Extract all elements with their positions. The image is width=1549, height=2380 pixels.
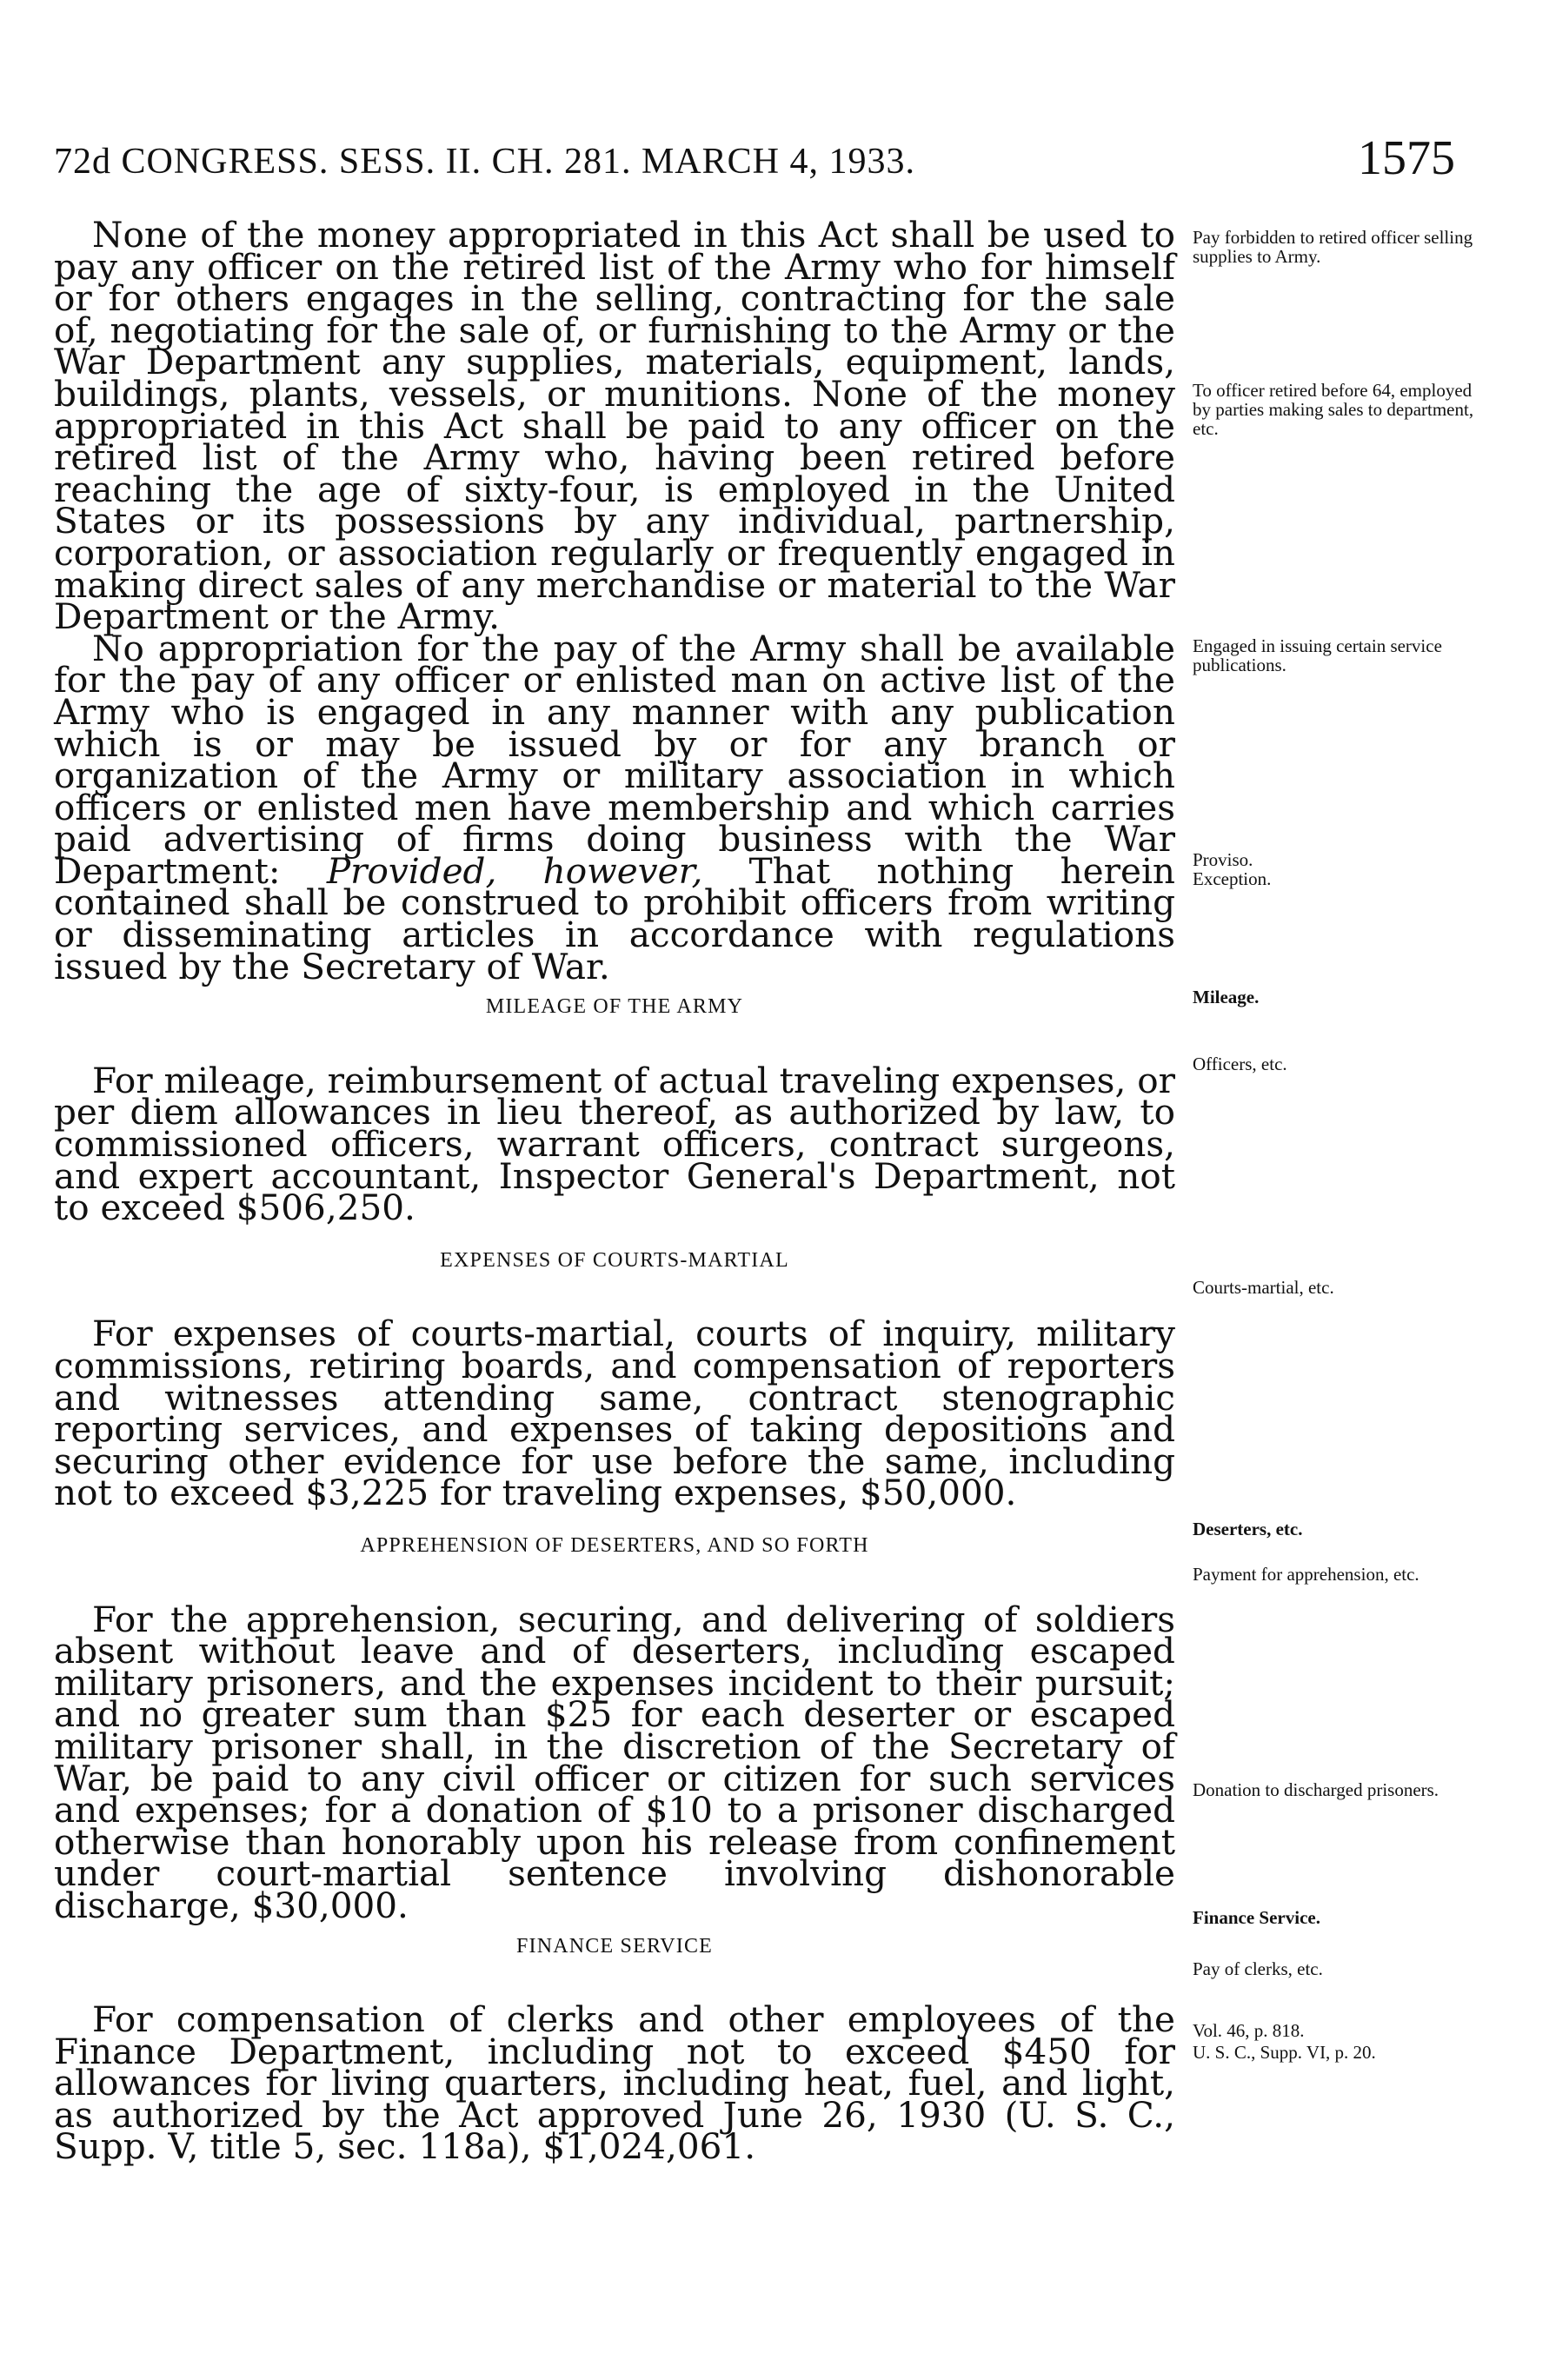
paragraph-finance: For compensation of clerks and other employees of the Finance Department, including not to exceed $450 for allowances for living quarters, including heat, fuel, and light, as authorized by the Act approved June 26, 1930 (U. S. C., Supp. V, title 5, sec. 118a), $1,024,061. <box>54 1998 1175 2168</box>
paragraph-publications-text: No appropriation for the pay of the Army shall be available for the pay of any officer or enlisted man on active list of the Army who is engaged in any manner with any publication which is or may be issued by or for any branch or organization of the Army or military association in which officers or enlisted men have membership and which carries paid advertising of firms doing business with the War Department: <box>54 627 1175 892</box>
margin-note-exception: Exception. <box>1193 868 1272 889</box>
margin-note-donation: Donation to discharged prisoners. <box>1193 1779 1439 1800</box>
paragraph-publications <box>54 627 1175 987</box>
margin-note-officers: Officers, etc. <box>1193 1054 1287 1074</box>
main-text-column <box>54 214 1175 2168</box>
proviso-italic: Provided, however, <box>326 849 703 892</box>
margin-note-apprehension: Payment for apprehension, etc. <box>1193 1564 1419 1585</box>
heading-finance: FINANCE SERVICE <box>515 1934 714 1958</box>
heading-courts-martial: EXPENSES OF COURTS-MARTIAL <box>440 1248 789 1272</box>
heading-mileage: MILEAGE OF THE ARMY <box>485 995 744 1019</box>
margin-note-proviso: Proviso. <box>1193 849 1253 870</box>
margin-note-retired-before-64: To officer retired before 64, employed by parties making sales to department, etc. <box>1193 380 1474 439</box>
paragraph-courts-martial: For expenses of courts-martial, courts of inquiry, military commissions, retiring boards, and compensation of reporters and witnesses attending same, contract stenographic reporting services, and expenses of taking depositions and securing other evidence for use before the same, including not to exceed $3,225 for traveling expenses, $50,000. <box>54 1313 1175 1514</box>
margin-note-finance-service: Finance Service. <box>1193 1907 1320 1928</box>
margin-note-pay-forbidden: Pay forbidden to retired officer selling supplies to Army. <box>1193 227 1473 267</box>
margin-note-mileage: Mileage. <box>1193 987 1260 1007</box>
heading-deserters: APPREHENSION OF DESERTERS, AND SO FORTH <box>360 1533 869 1557</box>
margin-note-courts-martial: Courts-martial, etc. <box>1193 1277 1334 1298</box>
margin-note-pay-of-clerks: Pay of clerks, etc. <box>1193 1958 1323 1979</box>
paragraph-mileage: For mileage, reimbursement of actual traveling expenses, or per diem allowances in lieu thereof, as authorized by law, to commissioned officers, warrant officers, contract surgeons, and expert accountant, Inspector General's Department, not to exceed $506,250. <box>54 1059 1175 1229</box>
margin-note-vol-46: Vol. 46, p. 818. <box>1193 2020 1305 2041</box>
margin-note-deserters: Deserters, etc. <box>1193 1519 1303 1539</box>
paragraph-retired-officers: None of the money appropriated in this Act shall be used to pay any officer on the retired list of the Army who for himself or for others engages in the selling, contracting for the sale of, negotiating for the sale of, or furnishing to the Army or the War Department any supplies, materials, equipment, lands, buildings, plants, vessels, or munitions. None of the money appropriated in this Act shall be paid to any officer on the retired list of the Army who, having been retired before reaching the age of sixty-four, is employed in the United States or its possessions by any individual, partnership, corporation, or association regularly or frequently engaged in making direct sales of any merchandise or material to the War Department or the Army. <box>54 214 1175 638</box>
margin-note-usc-supp: U. S. C., Supp. VI, p. 20. <box>1193 2042 1376 2063</box>
running-head-text: 72d CONGRESS. SESS. II. CH. 281. MARCH 4, 1933. <box>54 142 915 182</box>
running-header <box>54 122 1455 191</box>
paragraph-deserters: For the apprehension, securing, and delivering of soldiers absent without leave and of deserters, including escaped military prisoners, and the expenses incident to their pursuit; and no greater sum than $25 for each deserter or escaped military prisoner shall, in the discretion of the Secretary of War, be paid to any civil officer or citizen for such services and expenses; for a donation of $10 to a prisoner discharged otherwise than honorably upon his release from confinement under court-martial sentence involving dishonorable discharge, $30,000. <box>54 1598 1175 1926</box>
paragraph-publications-rest: That nothing herein contained shall be construed to prohibit officers from writing or disseminating articles in accordance with regulations issued by the Secretary of War. <box>54 849 1175 987</box>
margin-note-publications: Engaged in issuing certain service publications. <box>1193 635 1442 675</box>
page-number: 1575 <box>1358 131 1455 185</box>
